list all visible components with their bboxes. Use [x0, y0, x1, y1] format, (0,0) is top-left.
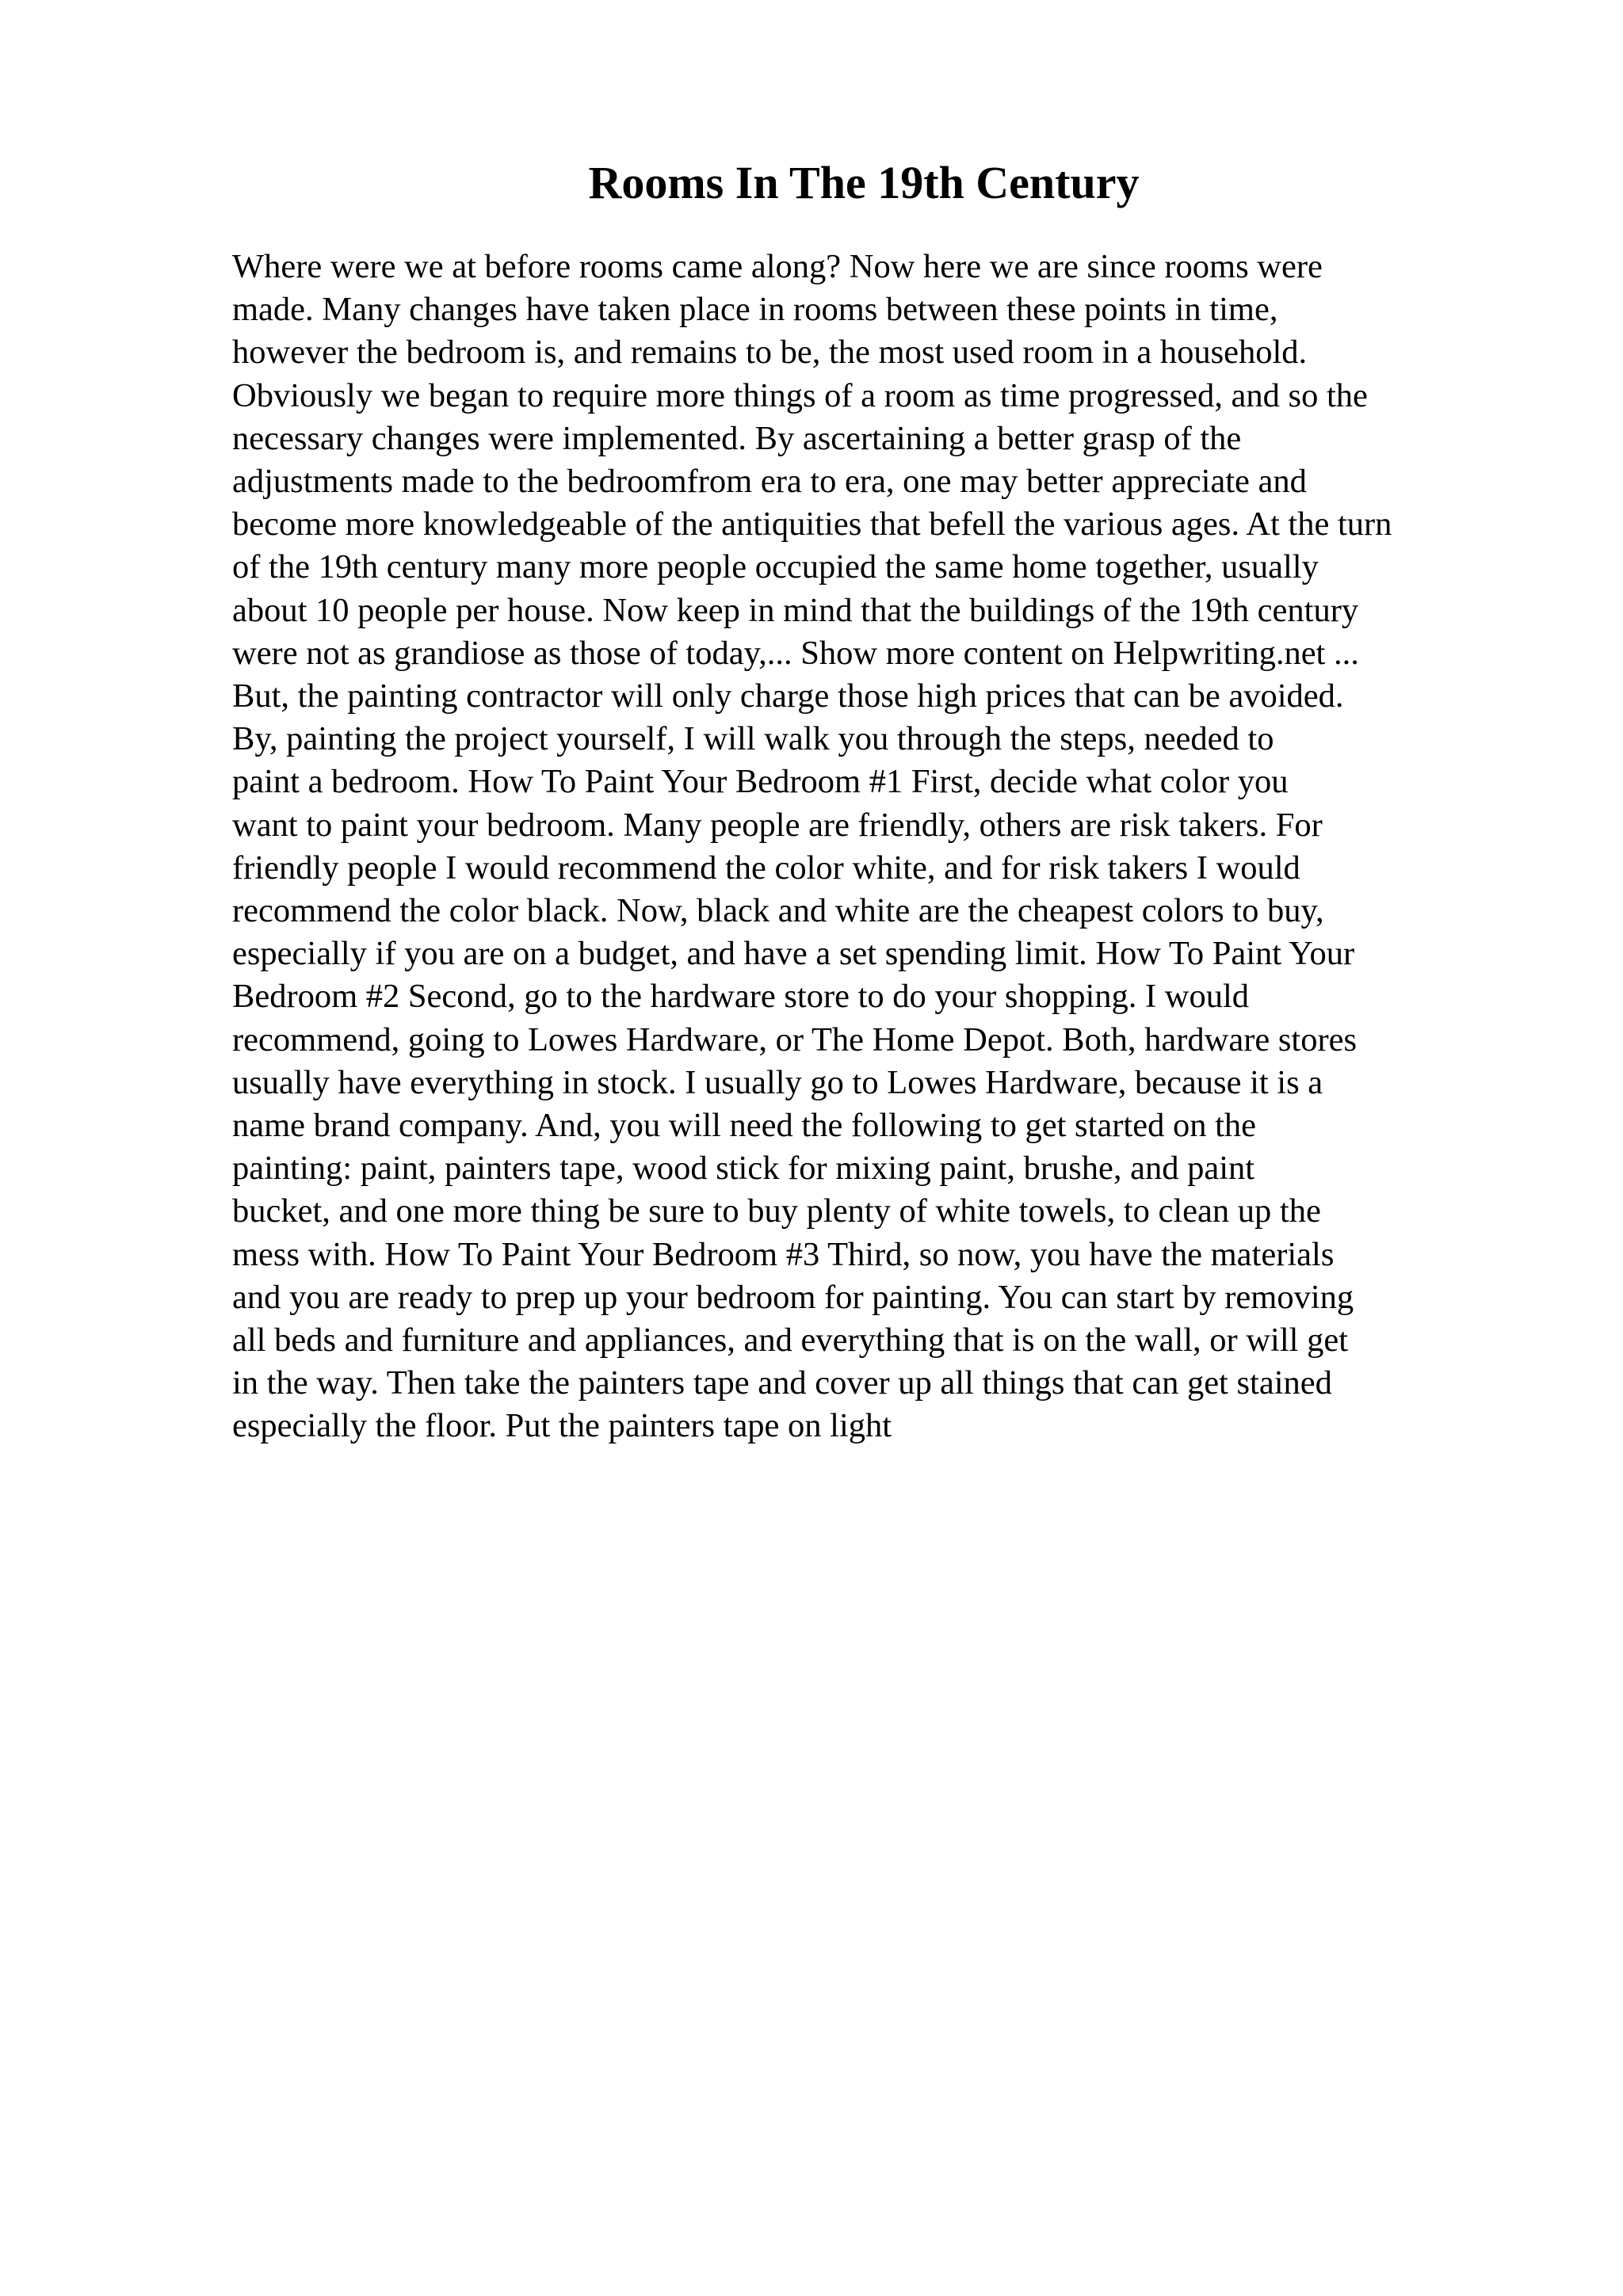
body-line: all beds and furniture and appliances, and everything that is on the wall, or will get	[232, 1322, 1348, 1360]
body-line: Bedroom #2 Second, go to the hardware store to do your shopping. I would	[232, 978, 1250, 1016]
body-line: necessary changes were implemented. By ascertaining a better grasp of the	[232, 419, 1242, 457]
document-title: Rooms In The 19th Century	[588, 157, 1140, 208]
body-line: especially the floor. Put the painters tape on light	[232, 1407, 892, 1445]
body-line: bucket, and one more thing be sure to buy plenty of white towels, to clean up the	[232, 1192, 1321, 1230]
body-line: of the 19th century many more people occupied the same home together, usually	[232, 548, 1319, 586]
body-line: name brand company. And, you will need the following to get started on the	[232, 1107, 1257, 1145]
body-line: in the way. Then take the painters tape and cover up all things that can get stained	[232, 1364, 1332, 1402]
body-line: recommend the color black. Now, black and white are the cheapest colors to buy,	[232, 892, 1324, 930]
body-line: paint a bedroom. How To Paint Your Bedroom #1 First, decide what color you	[232, 763, 1289, 801]
body-line: become more knowledgeable of the antiquities that befell the various ages. At the turn	[232, 505, 1392, 543]
body-line: want to paint your bedroom. Many people are friendly, others are risk takers. For	[232, 806, 1323, 844]
body-line: about 10 people per house. Now keep in mind that the buildings of the 19th century	[232, 591, 1359, 629]
body-line: mess with. How To Paint Your Bedroom #3 Third, so now, you have the materials	[232, 1235, 1335, 1273]
body-line: especially if you are on a budget, and have a set spending limit. How To Paint Your	[232, 935, 1355, 973]
body-line: adjustments made to the bedroomfrom era to era, one may better appreciate and	[232, 463, 1307, 501]
body-line: But, the painting contractor will only charge those high prices that can be avoided.	[232, 677, 1344, 715]
body-line: Where were we at before rooms came along? Now here we are since rooms were	[232, 248, 1323, 285]
body-line: Obviously we began to require more things of a room as time progressed, and so the	[232, 376, 1368, 414]
body-line: made. Many changes have taken place in rooms between these points in time,	[232, 291, 1278, 329]
document-body	[232, 246, 1516, 1448]
body-line: usually have everything in stock. I usually go to Lowes Hardware, because it is a	[232, 1063, 1323, 1101]
body-line: friendly people I would recommend the color white, and for risk takers I would	[232, 849, 1300, 887]
body-line: recommend, going to Lowes Hardware, or The Home Depot. Both, hardware stores	[232, 1020, 1358, 1058]
body-line: were not as grandiose as those of today,... Show more content on Helpwriting.net ...	[232, 634, 1359, 672]
body-line: however the bedroom is, and remains to be, the most used room in a household.	[232, 334, 1308, 372]
body-line: painting: paint, painters tape, wood stick for mixing paint, brushe, and paint	[232, 1150, 1255, 1188]
body-line: By, painting the project yourself, I will walk you through the steps, needed to	[232, 720, 1274, 758]
body-line: and you are ready to prep up your bedroom for painting. You can start by removing	[232, 1278, 1354, 1316]
